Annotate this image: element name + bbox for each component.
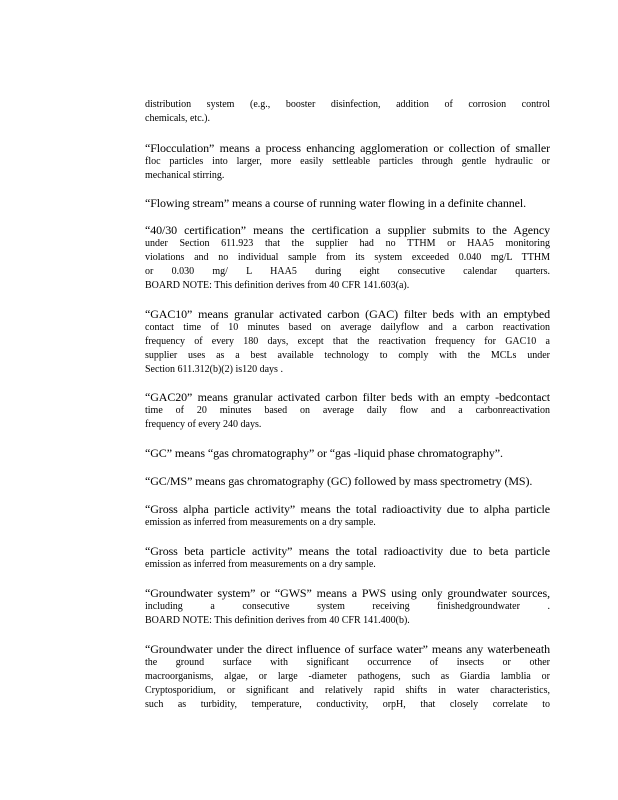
text-line: Cryptosporidium, or significant and relatively rapid shifts in water characteristics, bbox=[145, 685, 550, 696]
definition-paragraph bbox=[145, 390, 550, 432]
definition-paragraph bbox=[145, 307, 550, 377]
definition-paragraph bbox=[145, 98, 550, 126]
text-line: “GC” means “gas chromatography” or “gas -liquid phase chromatography”. bbox=[145, 446, 503, 460]
text-line: “Flocculation” means a process enhancing agglomeration or collection of smaller bbox=[145, 141, 550, 155]
text-line: supplier uses as a best available technology to comply with the MCLs under bbox=[145, 350, 550, 361]
text-line: BOARD NOTE: This definition derives from 40 CFR 141.603(a). bbox=[145, 280, 410, 291]
definition-paragraph bbox=[145, 544, 550, 572]
text-line: mechanical stirring. bbox=[145, 170, 225, 181]
definition-paragraph bbox=[145, 642, 550, 712]
text-line: or 0.030 mg/ L HAA5 during eight consecutive calendar quarters. bbox=[145, 266, 550, 277]
definition-paragraph bbox=[145, 141, 550, 183]
text-line: macroorganisms, algae, or large -diameter pathogens, such as Giardia lamblia or bbox=[145, 671, 550, 682]
text-line: contact time of 10 minutes based on average dailyflow and a carbon reactivation bbox=[145, 322, 550, 333]
text-line: frequency of every 180 days, except that the reactivation frequency for GAC10 a bbox=[145, 336, 550, 347]
text-line: “Gross alpha particle activity” means the total radioactivity due to alpha particle bbox=[145, 502, 550, 516]
text-line: violations and no individual sample from its system exceeded 0.040 mg/L TTHM bbox=[145, 252, 550, 263]
definition-paragraph bbox=[145, 196, 550, 210]
text-line: distribution system (e.g., booster disinfection, addition of corrosion control bbox=[145, 99, 550, 110]
text-line: BOARD NOTE: This definition derives from 40 CFR 141.400(b). bbox=[145, 615, 410, 626]
definition-paragraph bbox=[145, 586, 550, 628]
text-line: chemicals, etc.). bbox=[145, 113, 210, 124]
text-line: “Groundwater under the direct influence of surface water” means any waterbeneath bbox=[145, 642, 550, 656]
text-line: emission as inferred from measurements on a dry sample. bbox=[145, 517, 376, 528]
definition-paragraph bbox=[145, 446, 550, 460]
definition-paragraph bbox=[145, 502, 550, 530]
text-line: such as turbidity, temperature, conductivity, orpH, that closely correlate to bbox=[145, 699, 550, 710]
text-line: “40/30 certification” means the certification a supplier submits to the Agency bbox=[145, 223, 550, 237]
text-line: “GC/MS” means gas chromatography (GC) followed by mass spectrometry (MS). bbox=[145, 474, 533, 488]
text-line: Section 611.312(b)(2) is120 days . bbox=[145, 364, 283, 375]
definition-paragraph bbox=[145, 223, 550, 293]
text-line: floc particles into larger, more easily settleable particles through gentle hydraulic or bbox=[145, 156, 550, 167]
text-line: “GAC10” means granular activated carbon (GAC) filter beds with an emptybed bbox=[145, 307, 550, 321]
text-line: under Section 611.923 that the supplier had no TTHM or HAA5 monitoring bbox=[145, 238, 550, 249]
definition-paragraph bbox=[145, 474, 550, 488]
text-line: time of 20 minutes based on average daily flow and a carbonreactivation bbox=[145, 405, 550, 416]
text-line: “Gross beta particle activity” means the total radioactivity due to beta particle bbox=[145, 544, 550, 558]
text-line: “GAC20” means granular activated carbon filter beds with an empty -bedcontact bbox=[145, 390, 550, 404]
text-line: “Groundwater system” or “GWS” means a PWS using only groundwater sources, bbox=[145, 586, 550, 600]
text-line: frequency of every 240 days. bbox=[145, 419, 262, 430]
text-line: “Flowing stream” means a course of running water flowing in a definite channel. bbox=[145, 196, 526, 210]
text-line: the ground surface with significant occurrence of insects or other bbox=[145, 657, 550, 668]
text-line: emission as inferred from measurements on a dry sample. bbox=[145, 559, 376, 570]
text-line: including a consecutive system receiving finishedgroundwater . bbox=[145, 601, 550, 612]
